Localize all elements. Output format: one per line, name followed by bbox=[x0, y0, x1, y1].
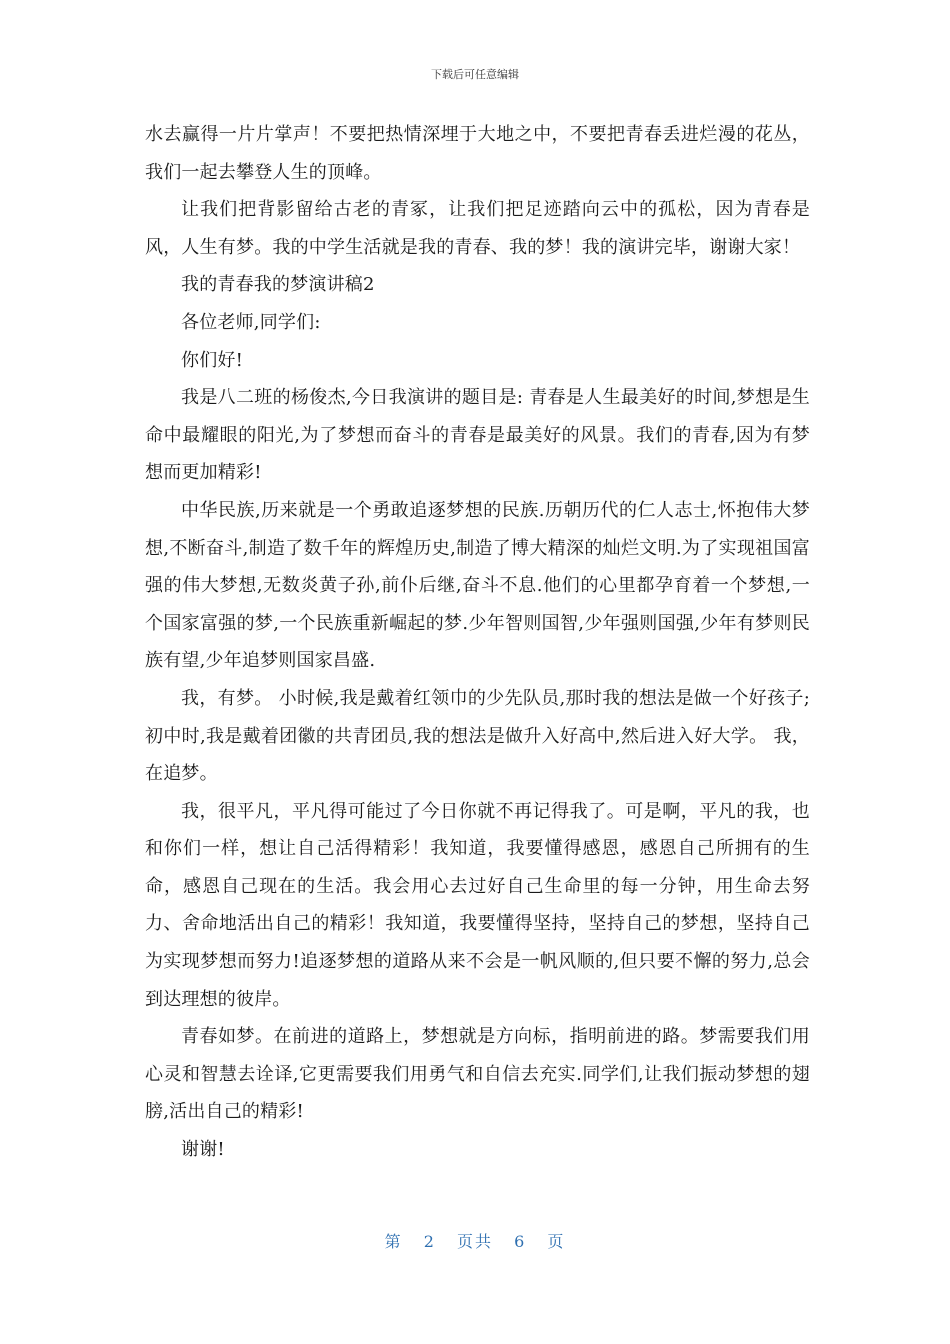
closing-thanks: 谢谢! bbox=[181, 1139, 225, 1161]
paragraph: 我，有梦。 小时候,我是戴着红领巾的少先队员,那时我的想法是做一个好孩子;初中时,我是戴着团徽的共青团员,我的想法是做升入好高中,然后进入好大学。 我，在追梦。 bbox=[145, 687, 810, 785]
page-number-footer: 第 2 页共 6 页 bbox=[384, 1232, 566, 1251]
document-body bbox=[145, 116, 810, 1169]
greeting: 你们好! bbox=[181, 349, 244, 371]
paragraph: 中华民族,历来就是一个勇敢追逐梦想的民族.历朝历代的仁人志士,怀抱伟大梦想,不断奋斗,制造了数千年的辉煌历史,制造了博大精深的灿烂文明.为了实现祖国富强的伟大梦想,无数炎黄子孙,前仆后继,奋斗不息.他们的心里都孕育着一个梦想,一个国家富强的梦,一个民族重新崛起的梦.少年智则国智,少年强则国强,少年有梦则民族有望,少年追梦则国家昌盛. bbox=[145, 499, 810, 672]
paragraph: 我，很平凡，平凡得可能过了今日你就不再记得我了。可是啊，平凡的我，也和你们一样，想让自己活得精彩！我知道，我要懂得感恩，感恩自己所拥有的生命，感恩自己现在的生活。我会用心去过好自己生命里的每一分钟，用生命去努力、舍命地活出自己的精彩！我知道，我要懂得坚持，坚持自己的梦想，坚持自己为实现梦想而努力!追逐梦想的道路从来不会是一帆风顺的,但只要不懈的努力,总会到达理想的彼岸。 bbox=[145, 800, 810, 1010]
paragraph: 让我们把背影留给古老的青冢，让我们把足迹踏向云中的孤松，因为青春是风，人生有梦。我的中学生活就是我的青春、我的梦！我的演讲完毕，谢谢大家！ bbox=[145, 199, 810, 258]
salutation: 各位老师,同学们: bbox=[181, 311, 321, 333]
page-header-note: 下载后可任意编辑 bbox=[431, 68, 519, 81]
speech-title: 我的青春我的梦演讲稿2 bbox=[181, 274, 375, 296]
paragraph: 我是八二班的杨俊杰,今日我演讲的题目是: 青春是人生最美好的时间,梦想是生命中最耀眼的阳光,为了梦想而奋斗的青春是最美好的风景。我们的青春,因为有梦想而更加精彩! bbox=[145, 387, 810, 484]
paragraph: 水去赢得一片片掌声！不要把热情深埋于大地之中，不要把青春丢进烂漫的花丛，我们一起去攀登人生的顶峰。 bbox=[145, 124, 810, 183]
paragraph: 青春如梦。在前进的道路上，梦想就是方向标，指明前进的路。梦需要我们用心灵和智慧去诠译,它更需要我们用勇气和自信去充实.同学们,让我们振动梦想的翅膀,活出自己的精彩! bbox=[145, 1026, 810, 1123]
